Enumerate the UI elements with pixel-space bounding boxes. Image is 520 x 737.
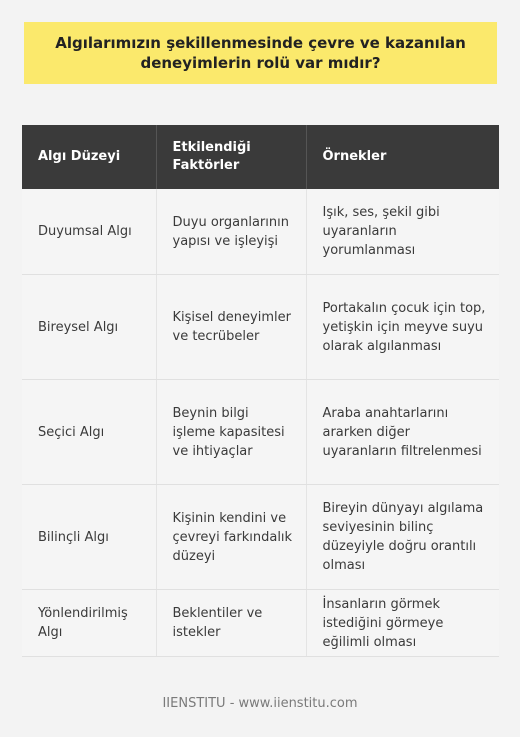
footer-credit: IIENSTITU - www.iienstitu.com (162, 696, 358, 711)
cell-examples: Portakalın çocuk için top, yetişkin için meyve suyu olarak algılanması (306, 275, 499, 380)
page-title: Algılarımızın şekillenmesinde çevre ve kazanılan deneyimlerin rolü var mıdır? (55, 34, 466, 72)
cell-examples: Araba anahtarlarını ararken diğer uyaranların filtrelenmesi (306, 380, 499, 485)
cell-level: Yönlendirilmiş Algı (22, 590, 156, 657)
table-row (22, 485, 499, 590)
column-header-examples: Örnekler (306, 125, 499, 189)
table-row (22, 275, 499, 380)
cell-factors: Duyu organlarının yapısı ve işleyişi (156, 189, 306, 275)
title-banner (24, 22, 497, 84)
cell-factors: Beynin bilgi işleme kapasitesi ve ihtiyaçlar (156, 380, 306, 485)
cell-factors: Kişinin kendini ve çevreyi farkındalık düzeyi (156, 485, 306, 590)
cell-examples: İnsanların görmek istediğini görmeye eğilimli olması (306, 590, 499, 657)
cell-level: Bilinçli Algı (22, 485, 156, 590)
cell-level: Bireysel Algı (22, 275, 156, 380)
table-header-row (22, 125, 499, 189)
cell-level: Duyumsal Algı (22, 189, 156, 275)
column-header-level: Algı Düzeyi (22, 125, 156, 189)
cell-level: Seçici Algı (22, 380, 156, 485)
perception-table (22, 125, 499, 657)
cell-examples: Bireyin dünyayı algılama seviyesinin bilinç düzeyiyle doğru orantılı olması (306, 485, 499, 590)
table-row (22, 590, 499, 657)
cell-examples: Işık, ses, şekil gibi uyaranların yorumlanması (306, 189, 499, 275)
table-row (22, 189, 499, 275)
cell-factors: Kişisel deneyimler ve tecrübeler (156, 275, 306, 380)
column-header-factors: Etkilendiği Faktörler (156, 125, 306, 189)
cell-factors: Beklentiler ve istekler (156, 590, 306, 657)
table-row (22, 380, 499, 485)
